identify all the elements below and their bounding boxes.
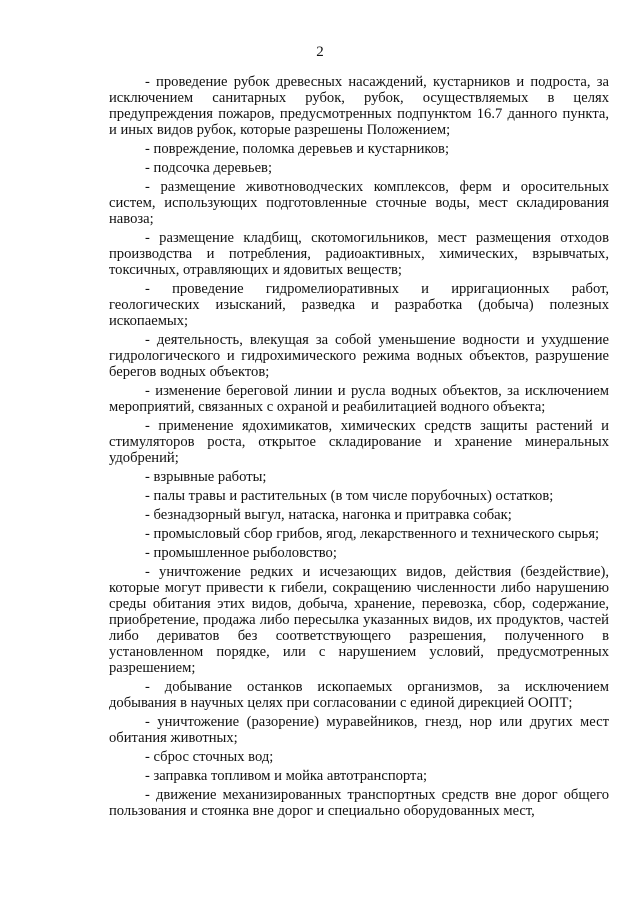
list-item: - движение механизированных транспортных средств вне дорог общего пользования и стоянка вне дорог и специально оборудованных мест,	[109, 787, 609, 819]
list-item: - промысловый сбор грибов, ягод, лекарственного и технического сырья;	[145, 526, 600, 542]
list-item: - повреждение, поломка деревьев и кустарников;	[145, 141, 450, 157]
list-item: - размещение животноводческих комплексов, ферм и оросительных систем, использующих подготовленные сточные воды, мест складирования навоза;	[109, 179, 609, 227]
list-item: - промышленное рыболовство;	[145, 545, 337, 561]
list-item: - уничтожение редких и исчезающих видов, действия (бездействие), которые могут привести к гибели, сокращению численности либо нарушению среды обитания этих видов, добыча, хранение, перевозка, сбор, содержание, приобретение, продажа либо пересылка указанных видов, их продуктов, частей либо дериватов без соответствующего разрешения, полученного в установленном порядке, или с нарушением условий, предусмотренных разрешением;	[109, 564, 609, 676]
prohibited-activities-list	[109, 74, 609, 822]
list-item: - изменение береговой линии и русла водных объектов, за исключением мероприятий, связанных с охраной и реабилитацией водного объекта;	[109, 383, 609, 415]
list-item: - применение ядохимикатов, химических средств защиты растений и стимуляторов роста, открытое складирование и хранение минеральных удобрений;	[109, 418, 609, 466]
list-item: - проведение рубок древесных насаждений, кустарников и подроста, за исключением санитарных рубок, рубок, осуществляемых в целях предупреждения пожаров, предусмотренных подпунктом 16.7 данного пункта, и иных видов рубок, которые разрешены Положением;	[109, 74, 609, 138]
list-item: - уничтожение (разорение) муравейников, гнезд, нор или других мест обитания животных;	[109, 714, 609, 746]
list-item: - размещение кладбищ, скотомогильников, мест размещения отходов производства и потребления, радиоактивных, химических, взрывчатых, токсичных, отравляющих и ядовитых веществ;	[109, 230, 609, 278]
list-item: - подсочка деревьев;	[145, 160, 272, 176]
list-item: - палы травы и растительных (в том числе порубочных) остатков;	[145, 488, 554, 504]
list-item: - заправка топливом и мойка автотранспорта;	[145, 768, 428, 784]
list-item: - добывание останков ископаемых организмов, за исключением добывания в научных целях при согласовании с единой дирекцией ООПТ;	[109, 679, 609, 711]
list-item: - сброс сточных вод;	[145, 749, 274, 765]
list-item: - безнадзорный выгул, натаска, нагонка и притравка собак;	[145, 507, 512, 523]
list-item: - проведение гидромелиоративных и ирригационных работ, геологических изысканий, разведка и разработка (добыча) полезных ископаемых;	[109, 281, 609, 329]
list-item: - взрывные работы;	[145, 469, 267, 485]
list-item: - деятельность, влекущая за собой уменьшение водности и ухудшение гидрологического и гидрохимического режима водных объектов, разрушение берегов водных объектов;	[109, 332, 609, 380]
page-number: 2	[316, 44, 324, 60]
